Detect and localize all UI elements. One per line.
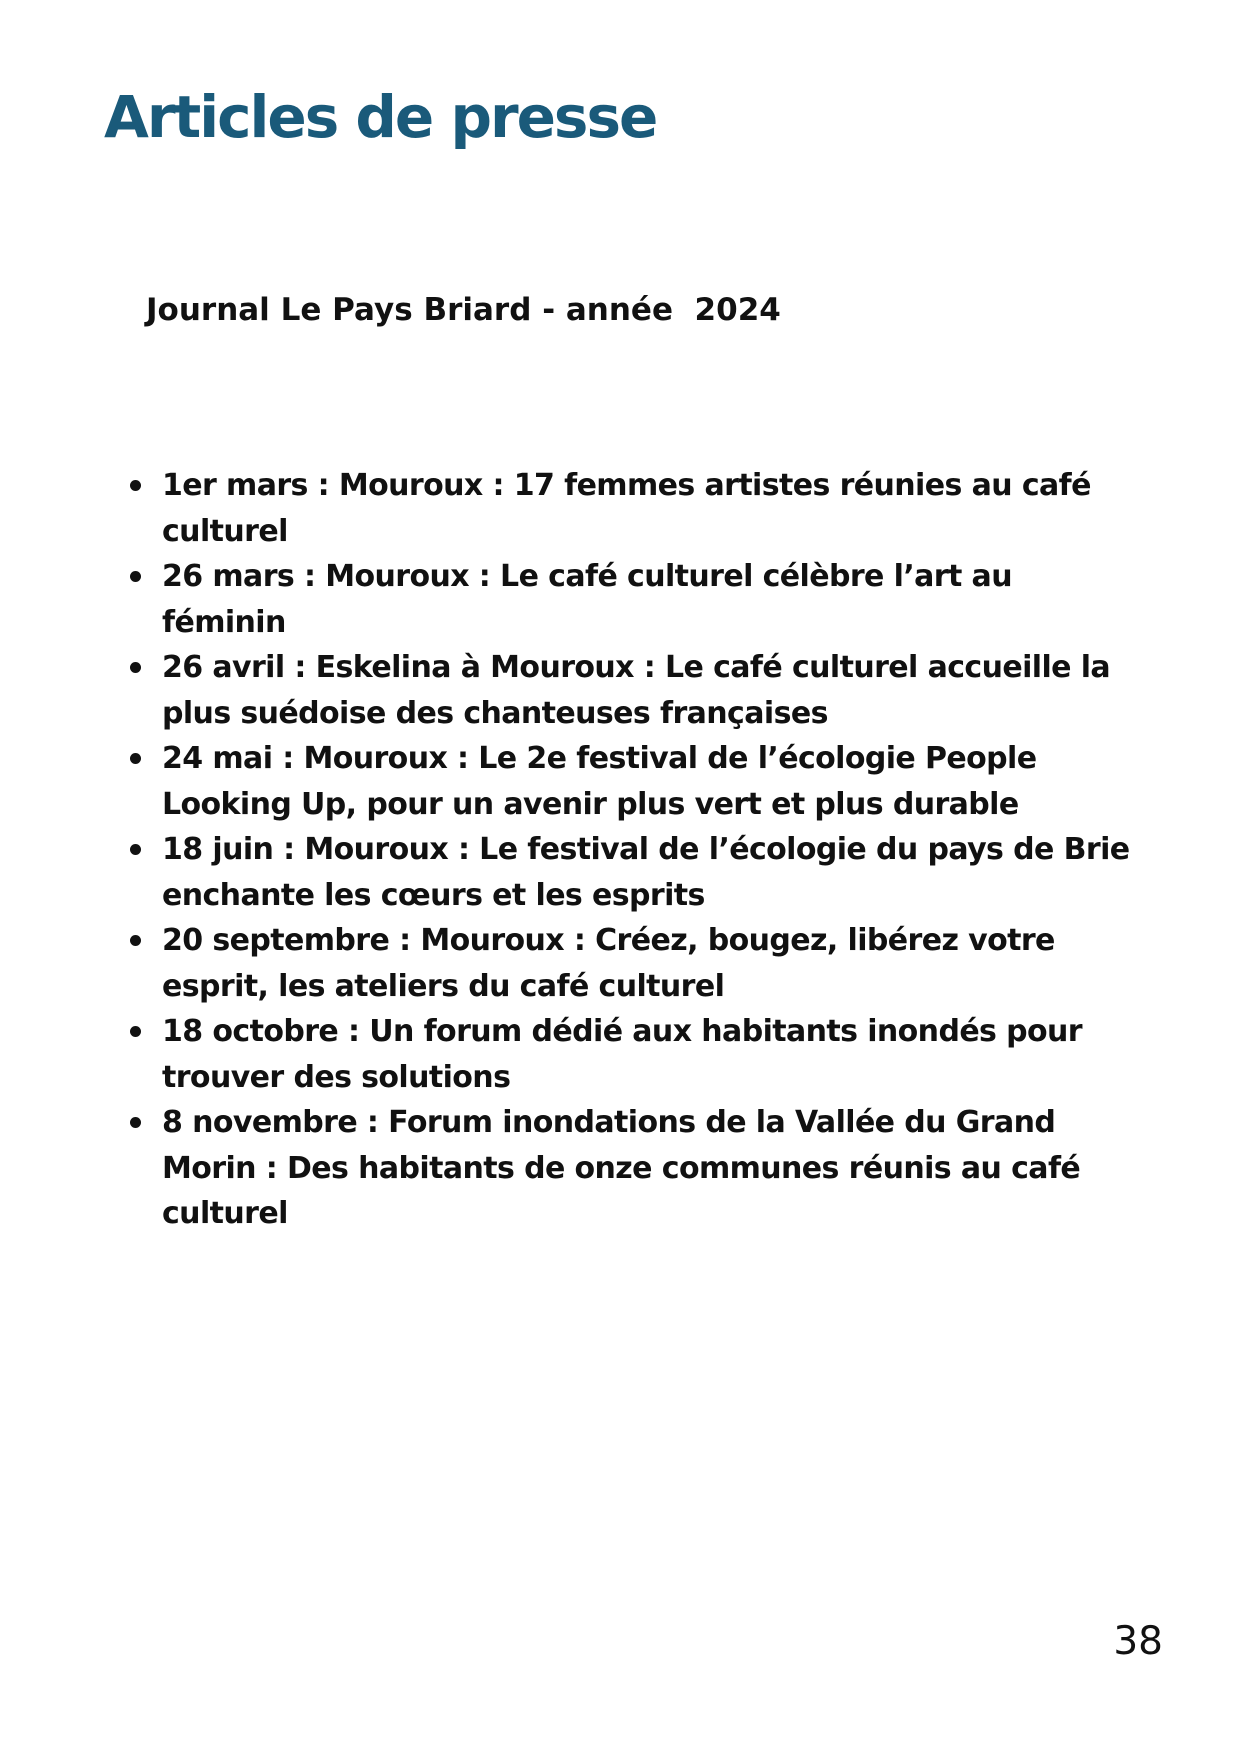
article-text: 24 mai : Mouroux : Le 2e festival de l’écologie People Looking Up, pour un avenir plus vert et plus durable bbox=[162, 741, 1037, 822]
bullet-icon bbox=[130, 571, 141, 582]
page-title: Articles de presse bbox=[104, 83, 657, 151]
list-item bbox=[162, 463, 1142, 554]
article-text: 20 septembre : Mouroux : Créez, bougez, libérez votre esprit, les ateliers du café culturel bbox=[162, 923, 1055, 1004]
list-item bbox=[162, 645, 1142, 736]
list-item bbox=[162, 1009, 1142, 1100]
article-text: 18 octobre : Un forum dédié aux habitants inondés pour trouver des solutions bbox=[162, 1014, 1082, 1095]
bullet-icon bbox=[130, 935, 141, 946]
bullet-icon bbox=[130, 662, 141, 673]
list-item bbox=[162, 554, 1142, 645]
bullet-icon bbox=[130, 480, 141, 491]
press-article-list bbox=[126, 463, 1142, 1237]
bullet-icon bbox=[130, 753, 141, 764]
list-item bbox=[162, 827, 1142, 918]
article-text: 26 avril : Eskelina à Mouroux : Le café culturel accueille la plus suédoise des chanteuses françaises bbox=[162, 650, 1111, 731]
article-text: 1er mars : Mouroux : 17 femmes artistes réunies au café culturel bbox=[162, 468, 1091, 549]
list-item bbox=[162, 1100, 1142, 1237]
bullet-icon bbox=[130, 1117, 141, 1128]
bullet-icon bbox=[130, 1026, 141, 1037]
bullet-icon bbox=[130, 844, 141, 855]
list-item bbox=[162, 918, 1142, 1009]
article-text: 26 mars : Mouroux : Le café culturel célèbre l’art au féminin bbox=[162, 559, 1012, 640]
list-item bbox=[162, 736, 1142, 827]
page-number: 38 bbox=[1113, 1619, 1163, 1664]
journal-subtitle: Journal Le Pays Briard - année 2024 bbox=[146, 292, 781, 328]
article-text: 8 novembre : Forum inondations de la Vallée du Grand Morin : Des habitants de onze communes réunis au café culturel bbox=[162, 1105, 1081, 1231]
article-text: 18 juin : Mouroux : Le festival de l’écologie du pays de Brie enchante les cœurs et les esprits bbox=[162, 832, 1130, 913]
